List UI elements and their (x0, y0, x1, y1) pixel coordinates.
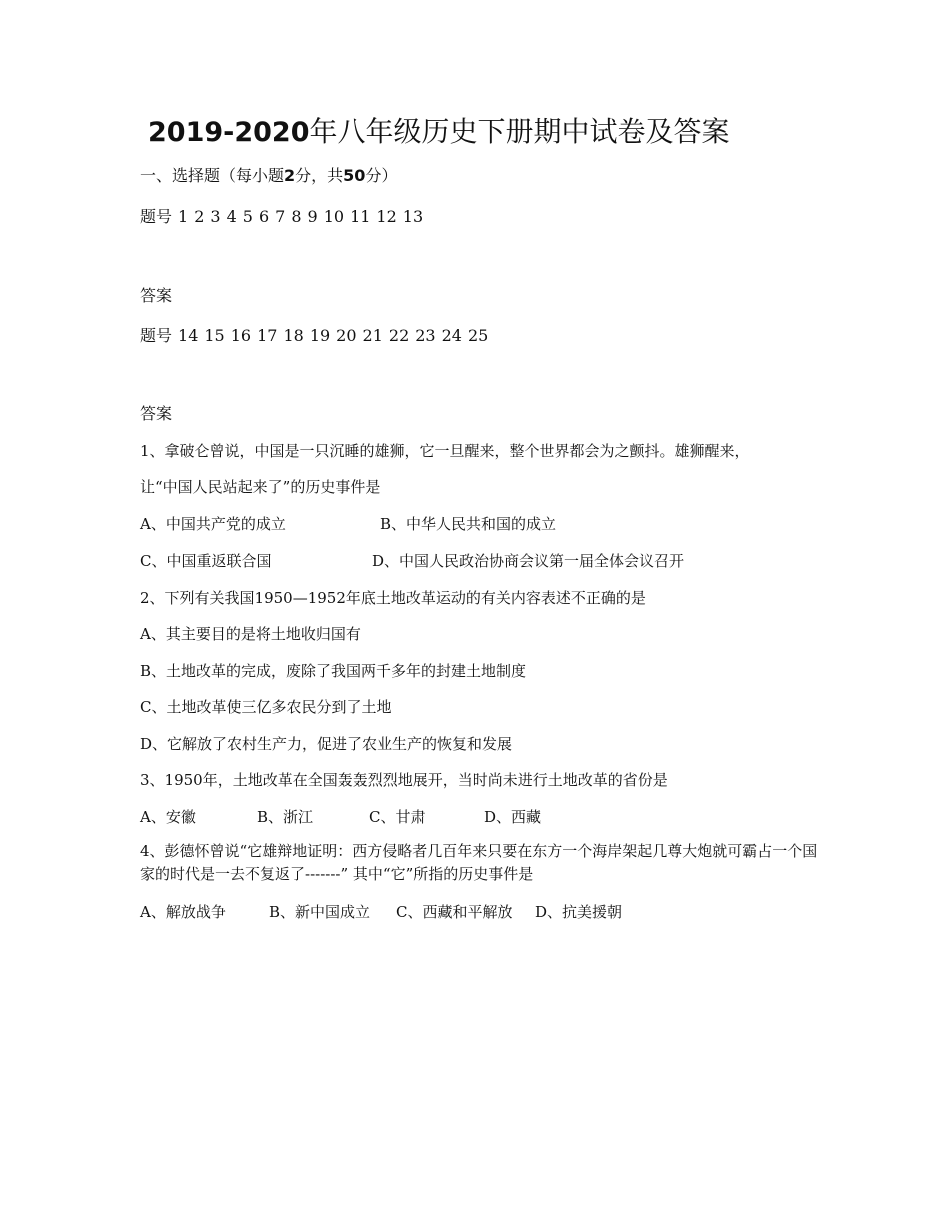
question-3-option-d: D、西藏 (484, 808, 542, 826)
question-1-stem-cont: 让“中国人民站起来了”的历史事件是 (140, 478, 381, 496)
answer-row-label-2: 答案 (140, 404, 173, 423)
question-2-option-a: A、其主要目的是将土地收归国有 (140, 625, 361, 643)
title-text: 年八年级历史下册期中试卷及答案 (309, 115, 730, 148)
answer-row-label-1: 答案 (140, 286, 173, 305)
question-2-option-b: B、土地改革的完成，废除了我国两千多年的封建土地制度 (140, 662, 527, 680)
question-1-option-c: C、中国重返联合国 (140, 552, 272, 570)
question-4-option-a: A、解放战争 (140, 903, 226, 921)
question-1-option-b: B、中华人民共和国的成立 (380, 515, 557, 533)
page-title (148, 110, 730, 150)
question-2-option-d: D、它解放了农村生产力，促进了农业生产的恢复和发展 (140, 735, 513, 753)
question-4-stem: 4、彭德怀曾说“它雄辩地证明：西方侵略者几百年来只要在东方一个海岸架起几尊大炮就可霸占一个国家的时代是一去不复返了-------” 其中“它”所指的历史事件是 (140, 842, 818, 883)
question-1-option-d: D、中国人民政治协商会议第一届全体会议召开 (372, 552, 685, 570)
question-3-option-a: A、安徽 (140, 808, 196, 826)
question-1-stem: 1、拿破仑曾说，中国是一只沉睡的雄狮，它一旦醒来，整个世界都会为之颤抖。雄狮醒来， (140, 442, 750, 460)
answer-table-2-header: 题号 14 15 16 17 18 19 20 21 22 23 24 25 (140, 326, 489, 345)
question-number-label: 题号 (140, 207, 173, 226)
question-2-option-c: C、土地改革使三亿多农民分到了土地 (140, 698, 392, 716)
question-4-option-d: D、抗美援朝 (535, 903, 623, 921)
answer-table-1-header: 题号 1 2 3 4 5 6 7 8 9 10 11 12 13 (140, 207, 424, 226)
title-year: 2019-2020 (148, 117, 310, 148)
question-1-option-a: A、中国共产党的成立 (140, 515, 286, 533)
question-4-option-c: C、西藏和平解放 (396, 903, 513, 921)
question-4-option-b: B、新中国成立 (269, 903, 371, 921)
question-3-stem: 3、1950年，土地改革在全国轰轰烈烈地展开，当时尚未进行土地改革的省份是 (140, 771, 668, 789)
question-3-option-c: C、甘肃 (369, 808, 426, 826)
section-heading: 一、选择题（每小题2分，共50分） (140, 166, 398, 185)
question-3-option-b: B、浙江 (257, 808, 314, 826)
question-2-stem: 2、下列有关我国1950—1952年底土地改革运动的有关内容表述不正确的是 (140, 589, 646, 607)
question-number-label: 题号 (140, 326, 173, 345)
